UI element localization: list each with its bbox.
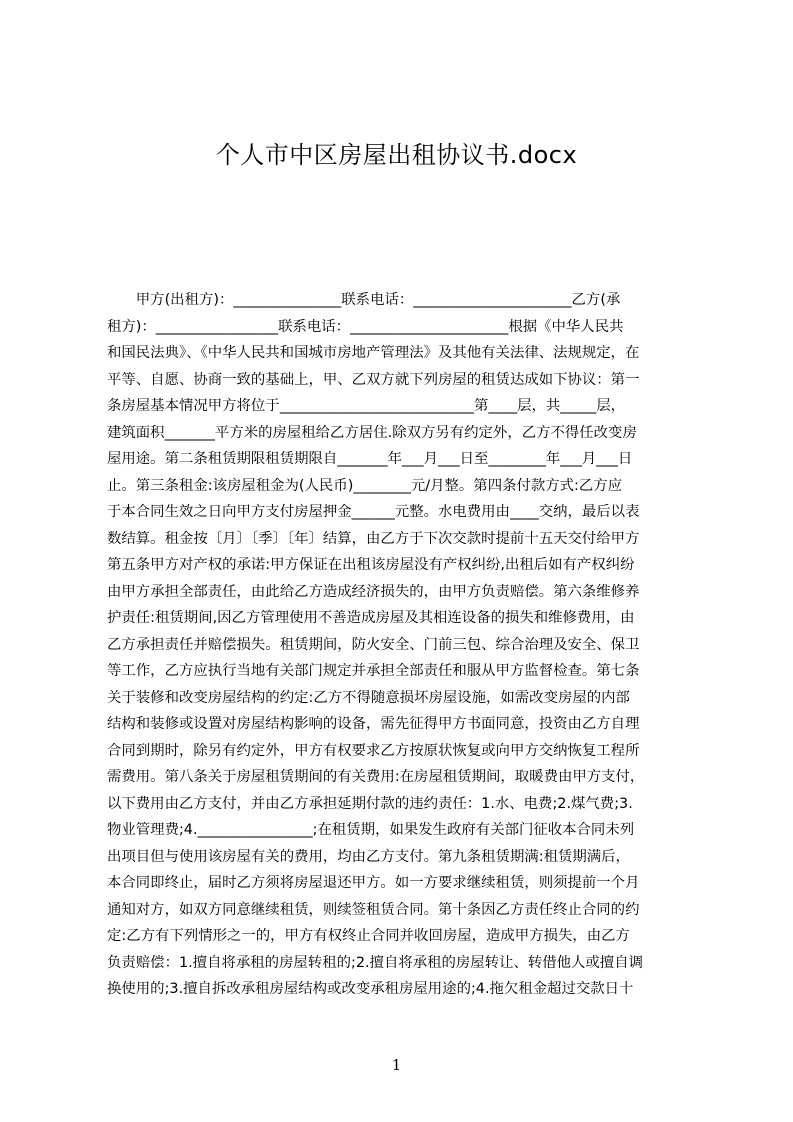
body-line: 条房屋基本情况甲方将位于___________________________第____层，共_____层，: [107, 398, 626, 414]
body-line: 出项目但与使用该房屋有关的费用，均由乙方支付。第九条租赁期满:租赁期满后，: [107, 848, 630, 865]
document-title: 个人市中区房屋出租协议书.docx: [215, 141, 578, 169]
body-line: 第五条甲方对产权的承诺:甲方保证在出租该房屋没有产权纠纷,出租后如有产权纠纷: [107, 557, 635, 573]
body-line: 屋用途。第二条租赁期限租赁期限自_______年___月___日至________年___月___日: [107, 451, 633, 467]
body-line: 换使用的;3.擅自拆改承租房屋结构或改变承租房屋用途的;4.拖欠租金超过交款日十: [107, 981, 634, 997]
body-line: 结构和装修或设置对房屋结构影响的设备，需先征得甲方书面同意，投资由乙方自理: [107, 716, 640, 732]
page-number: 1: [391, 1056, 402, 1074]
body-line: 甲方(出租方)：_______________联系电话：______________________乙方(承: [107, 292, 621, 308]
document-body: [107, 287, 699, 1003]
body-line: 乙方承担责任并赔偿损失。租赁期间，防火安全、门前三包、综合治理及安全、保卫: [107, 636, 640, 653]
body-line: 护责任:租赁期间,因乙方管理使用不善造成房屋及其相连设备的损失和维修费用，由: [107, 610, 635, 626]
body-line: 合同到期时，除另有约定外，甲方有权要求乙方按原状恢复或向甲方交纳恢复工程所: [107, 742, 640, 759]
body-line: 于本合同生效之日向甲方支付房屋押金______元整。水电费用由____交纳，最后以表: [107, 504, 640, 520]
body-line: 物业管理费;4.________________;在租赁期，如果发生政府有关部门征收本合同未列: [107, 822, 635, 838]
body-line: 关于装修和改变房屋结构的约定:乙方不得随意损坏房屋设施，如需改变房屋的内部: [107, 689, 630, 706]
body-line: 需费用。第八条关于房屋租赁期间的有关费用:在房屋租赁期间，取暖费由甲方支付，: [107, 769, 645, 785]
body-line: 止。第三条租金:该房屋租金为(人民币)________元/月整。第四条付款方式:乙方应: [107, 477, 623, 494]
body-line: 平等、自愿、协商一致的基础上，甲、乙双方就下列房屋的租赁达成如下协议：第一: [107, 371, 640, 388]
body-line: 负责赔偿：1.擅自将承租的房屋转租的;2.擅自将承租的房屋转让、转借他人或擅自调: [107, 954, 643, 971]
body-line: 建筑面积_______平方米的房屋租给乙方居住.除双方另有约定外，乙方不得任改变房: [107, 424, 637, 441]
body-line: 通知对方，如双方同意继续租赁，则续签租赁合同。第十条因乙方责任终止合同的约: [107, 901, 640, 918]
body-line: 由甲方承担全部责任，由此给乙方造成经济损失的，由甲方负责赔偿。第六条维修养: [107, 583, 640, 600]
body-line: 以下费用由乙方支付，并由乙方承担延期付款的违约责任：1.水、电费;2.煤气费;3.: [107, 795, 633, 812]
body-line: 租方)：_________________联系电话：______________________根据《中华人民共: [107, 318, 624, 335]
body-line: 等工作，乙方应执行当地有关部门规定并承担全部责任和服从甲方监督检查。第七条: [107, 663, 640, 679]
body-line: 和国民法典》、《中华人民共和国城市房地产管理法》及其他有关法律、法规规定，在: [107, 345, 640, 361]
body-line: 本合同即终止，届时乙方须将房屋退还甲方。如一方要求继续租赁，则须提前一个月: [107, 875, 640, 891]
body-line: 定:乙方有下列情形之一的，甲方有权终止合同并收回房屋，造成甲方损失，由乙方: [107, 928, 630, 944]
body-line: 数结算。租金按〔月〕〔季〕〔年〕结算，由乙方于下次交款时提前十五天交付给甲方: [107, 530, 640, 547]
